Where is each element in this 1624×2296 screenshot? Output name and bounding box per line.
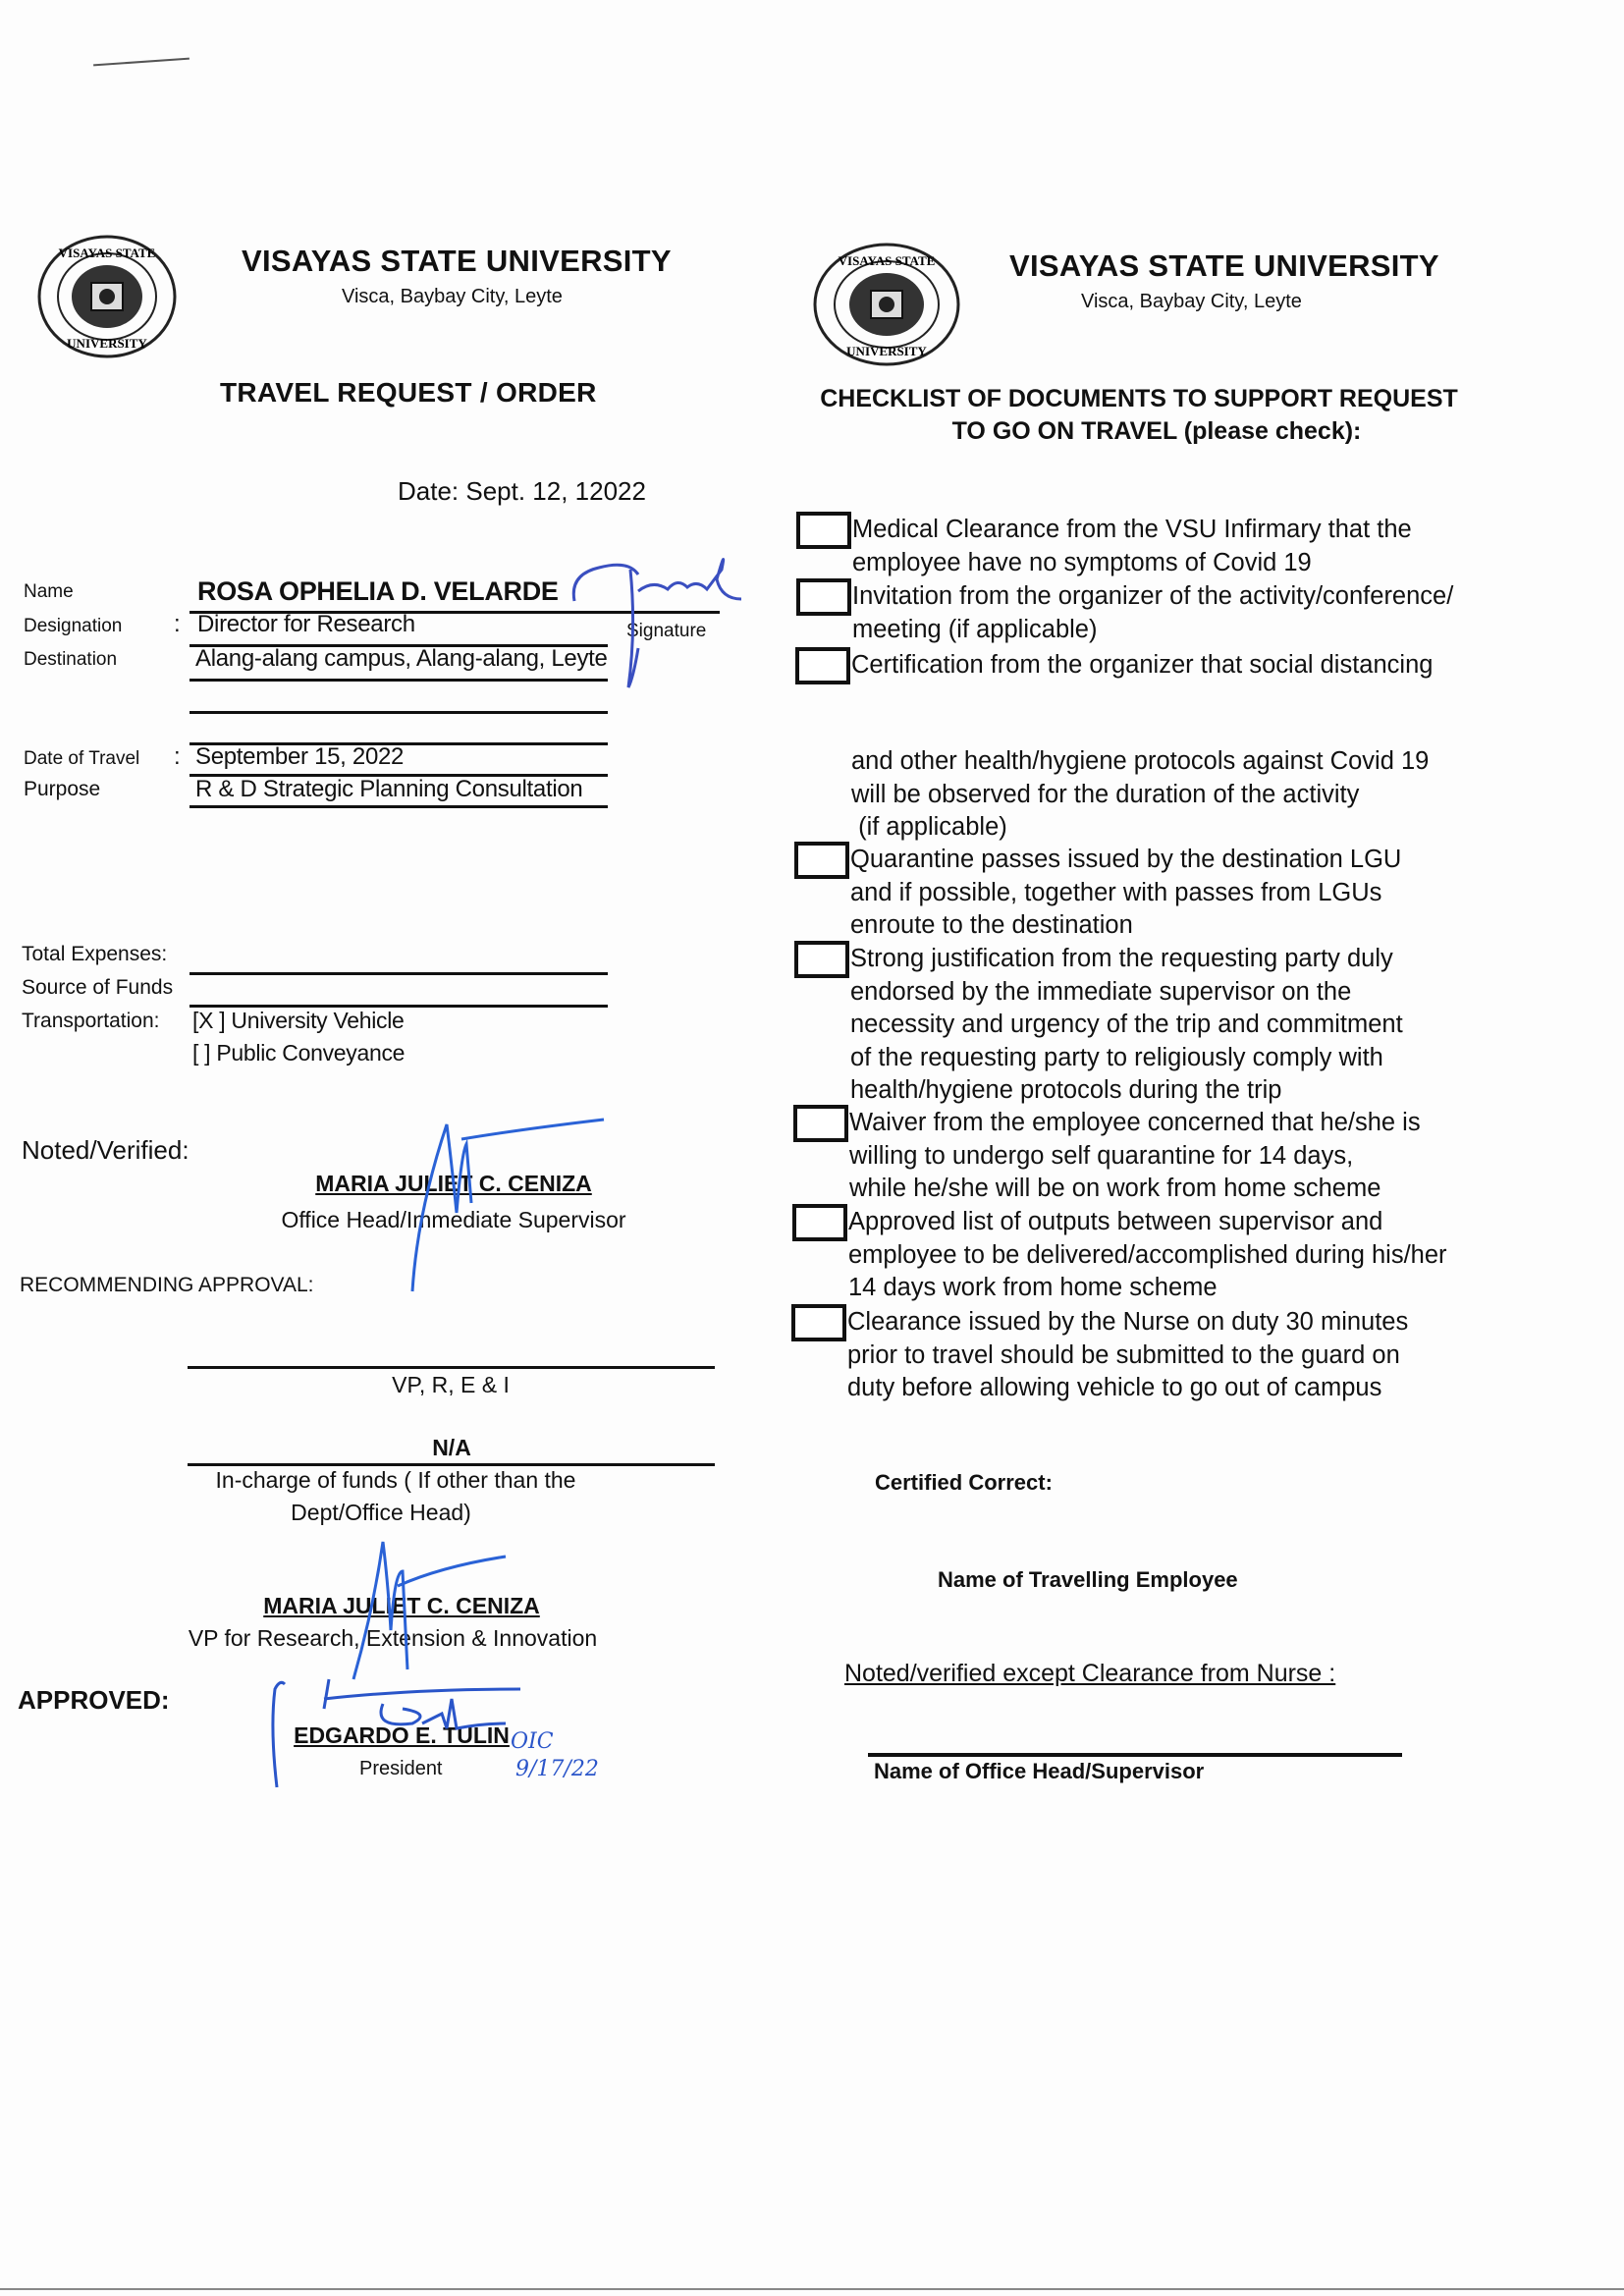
funds-position-2: Dept/Office Head) [291,1500,471,1525]
checklist-item-line: health/hygiene protocols during the trip [850,1076,1282,1104]
svg-text:VISAYAS STATE: VISAYAS STATE [838,253,936,268]
source-of-funds-label: Source of Funds [22,976,174,999]
university-address: Visca, Baybay City, Leyte [1081,291,1302,312]
funds-line [188,1463,715,1466]
checklist-item-text [849,1107,1421,1206]
purpose-line [189,805,608,808]
scan-mark [93,58,189,67]
svg-text:UNIVERSITY: UNIVERSITY [67,336,147,351]
checklist-item-line: Certification from the organizer that social distancing [851,651,1434,679]
total-expenses-label: Total Expenses: [22,943,168,965]
checklist-item-line: and if possible, together with passes from LGUs [850,878,1382,906]
checklist-item-line: meeting (if applicable) [852,615,1098,643]
university-name: VISAYAS STATE UNIVERSITY [1009,248,1439,283]
checklist-checkbox[interactable] [791,1304,846,1341]
recommending-position: VP, R, E & I [392,1372,510,1397]
signature-label: Signature [626,621,707,641]
checklist-checkbox[interactable] [795,647,850,684]
checklist-item-line: enroute to the destination [850,911,1133,939]
total-expenses-line [189,972,608,975]
checklist-checkbox[interactable] [796,512,851,549]
destination-value: Alang-alang campus, Alang-alang, Leyte [195,645,608,672]
checklist-item-text [851,649,1433,683]
checklist-item-text [848,1206,1447,1305]
vp-name: MARIA JULIET C. CENIZA [263,1593,540,1618]
form-date: Date: Sept. 12, 12022 [398,476,646,506]
checklist-checkbox[interactable] [796,578,851,616]
checklist-item-line: Waiver from the employee concerned that he/she is [849,1109,1421,1136]
transportation-label: Transportation: [22,1010,160,1032]
university-seal-logo [812,242,961,367]
supervisor-signature [403,1105,609,1301]
checklist-checkbox[interactable] [792,1204,847,1241]
date-of-travel-value: September 15, 2022 [195,743,405,770]
funds-value: N/A [432,1435,471,1460]
approved-label: APPROVED: [18,1685,170,1715]
checklist-item-line: (if applicable) [851,813,1007,841]
requester-signature [560,540,746,697]
vp-position: VP for Research, Extension & Innovation [188,1625,598,1651]
president-position: President [359,1758,443,1779]
date-of-travel-label: Date of Travel [24,748,140,769]
noted-name: MARIA JULIET C. CENIZA [315,1171,592,1196]
checklist-checkbox[interactable] [793,1105,848,1142]
university-address: Visca, Baybay City, Leyte [342,286,563,307]
colon: : [174,743,181,770]
checklist-checkbox[interactable] [794,842,849,879]
svg-text:UNIVERSITY: UNIVERSITY [846,344,927,358]
checklist-item-line: Quarantine passes issued by the destination LGU [850,846,1402,873]
checklist-item-line: Medical Clearance from the VSU Infirmary that the [852,516,1412,543]
recommending-approval-label: RECOMMENDING APPROVAL: [20,1274,314,1296]
name-label: Name [24,581,74,602]
checklist-item-line: Clearance issued by the Nurse on duty 30 minutes [847,1308,1409,1336]
checklist-item-line: Invitation from the organizer of the activity/conference/ [852,582,1454,610]
destination-label: Destination [24,649,118,670]
purpose-value: R & D Strategic Planning Consultation [195,776,583,802]
destination-line-2 [189,711,608,714]
checklist-title: CHECKLIST OF DOCUMENTS TO SUPPORT REQUEST [820,385,1458,412]
checklist-item-line: of the requesting party to religiously comply with [850,1043,1383,1071]
recommending-line [188,1366,715,1369]
designation-label: Designation [24,616,123,636]
checklist-item-line: employee to be delivered/accomplished during his/her [848,1240,1447,1269]
checklist-item-line: employee have no symptoms of Covid 19 [852,548,1312,576]
checklist-item-line: prior to travel should be submitted to the guard on [847,1340,1400,1369]
form-title: TRAVEL REQUEST / ORDER [220,377,597,408]
noted-except-label: Noted/verified except Clearance from Nurse : [844,1660,1336,1687]
checklist-item-line: endorsed by the immediate supervisor on the [850,977,1352,1006]
checklist-item-line: Approved list of outputs between supervisor and [848,1208,1383,1235]
checklist-item-text [847,1306,1408,1405]
transport-university-vehicle[interactable]: [X ] University Vehicle [192,1008,405,1033]
president-name: EDGARDO E. TULIN [294,1722,510,1748]
checklist-item-line: will be observed for the duration of the activity [851,780,1360,808]
checklist-item-continuation [851,745,1429,845]
university-name: VISAYAS STATE UNIVERSITY [242,244,672,278]
checklist-item-text [852,514,1412,579]
funds-position-1: In-charge of funds ( If other than the [215,1467,576,1493]
name-value: ROSA OPHELIA D. VELARDE [197,576,559,606]
designation-value: Director for Research [197,611,415,637]
checklist-item-line: and other health/hygiene protocols against Covid 19 [851,747,1430,775]
certified-correct-label: Certified Correct: [875,1470,1053,1495]
office-head-line [868,1753,1402,1757]
checklist-item-line: duty before allowing vehicle to go out of campus [847,1374,1382,1401]
checklist-item-line: while he/she will be on work from home scheme [849,1175,1381,1202]
checklist-item-text [852,580,1453,646]
office-head-label: Name of Office Head/Supervisor [874,1759,1205,1783]
page-bottom-edge [0,2288,1624,2290]
noted-position: Office Head/Immediate Supervisor [281,1207,626,1232]
purpose-label: Purpose [24,778,101,800]
colon: : [174,611,181,637]
svg-text:9/17/22: 9/17/22 [515,1757,599,1781]
noted-verified-label: Noted/Verified: [22,1135,189,1165]
transport-public-conveyance[interactable]: [ ] Public Conveyance [192,1040,406,1066]
checklist-item-text [850,943,1403,1108]
destination-line [189,679,608,682]
svg-text:VISAYAS STATE: VISAYAS STATE [58,246,156,260]
travelling-employee-label: Name of Travelling Employee [938,1567,1238,1592]
checklist-item-line: Strong justification from the requesting party duly [850,945,1393,972]
svg-text:OIC: OIC [511,1729,554,1754]
university-seal-logo [36,234,178,359]
checklist-item-line: 14 days work from home scheme [848,1274,1218,1301]
checklist-item-line: necessity and urgency of the trip and commitment [850,1011,1403,1038]
checklist-checkbox[interactable] [794,941,849,978]
checklist-title-2: TO GO ON TRAVEL (please check): [951,417,1362,445]
checklist-item-text [850,844,1401,943]
checklist-item-line: willing to undergo self quarantine for 14 days, [849,1141,1354,1170]
